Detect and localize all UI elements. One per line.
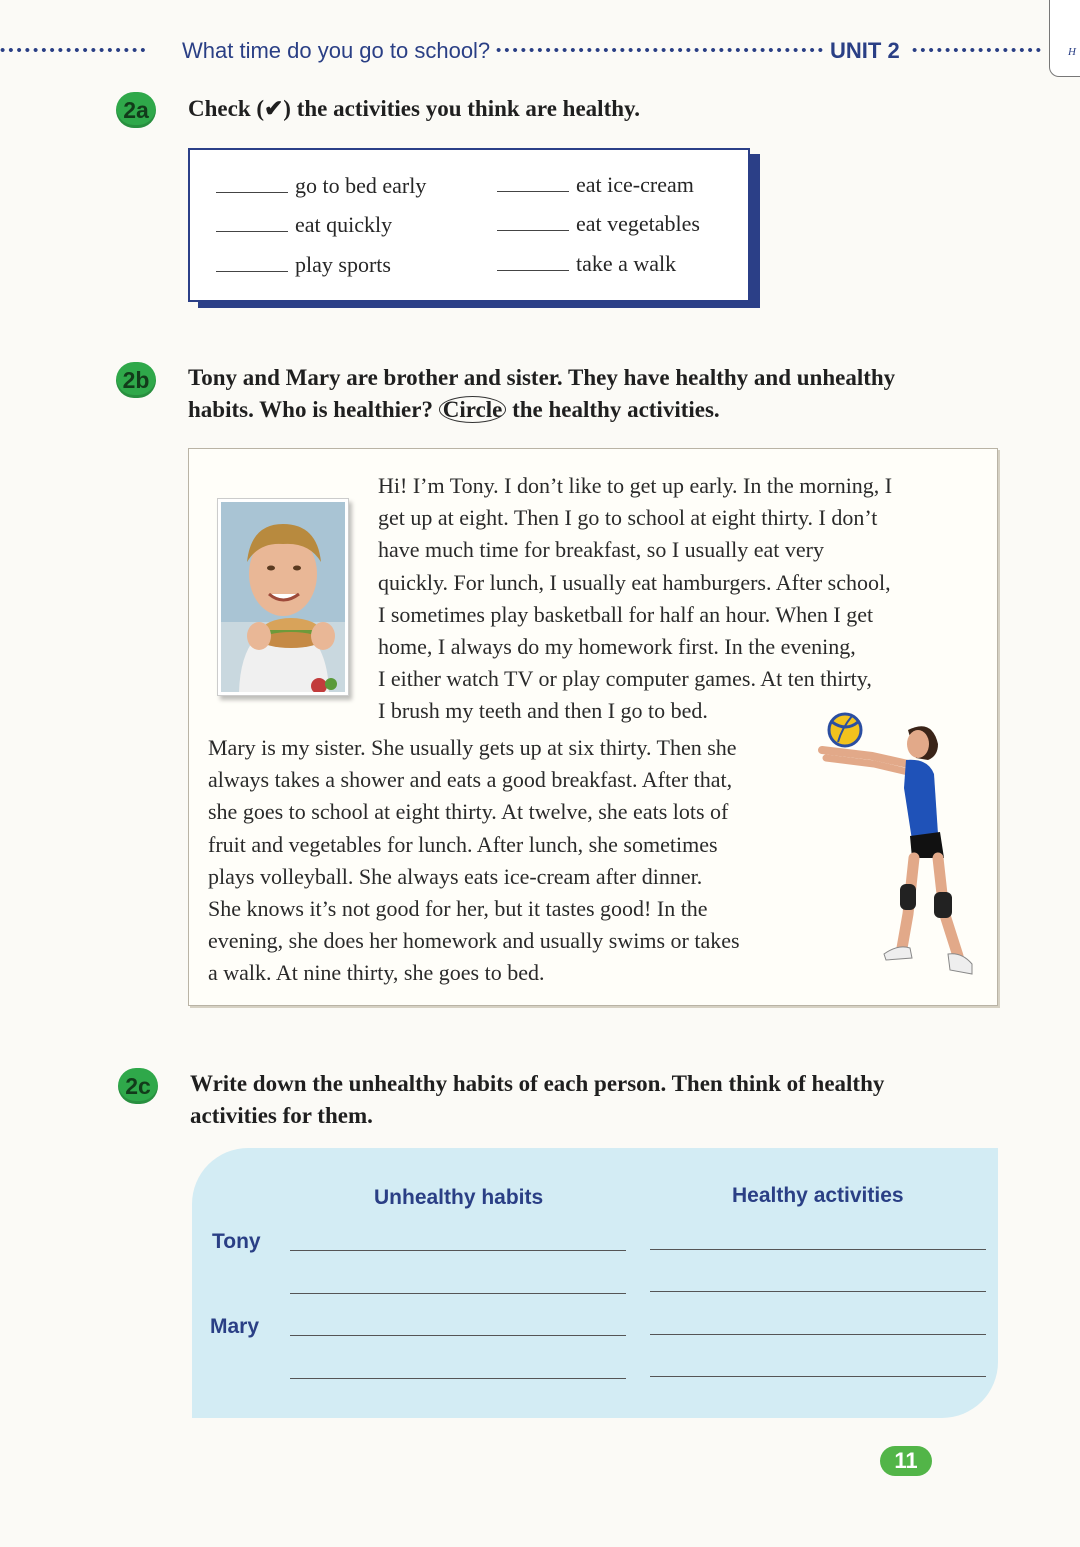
check-blank[interactable] bbox=[497, 212, 569, 231]
text-line: she goes to school at eight thirty. At twelve, she eats lots of bbox=[208, 799, 729, 825]
answer-line-mary-unhealthy-1[interactable] bbox=[290, 1335, 626, 1336]
row-label-tony: Tony bbox=[212, 1230, 261, 1253]
text-line: I brush my teeth and then I go to bed. bbox=[378, 698, 708, 724]
instruction-2c-line1: Write down the unhealthy habits of each person. Then think of healthy bbox=[190, 1071, 885, 1096]
text-line: always takes a shower and eats a good breakfast. After that, bbox=[208, 767, 733, 793]
header-dots-left: •••••••••••••••••• bbox=[0, 42, 149, 59]
check-blank[interactable] bbox=[216, 174, 288, 193]
text-line: I either watch TV or play computer games. At ten thirty, bbox=[378, 666, 872, 692]
item-label: go to bed early bbox=[295, 173, 427, 198]
header-dots-right: •••••••••••••••• bbox=[912, 42, 1045, 59]
text-line: get up at eight. Then I go to school at eight thirty. I don’t bbox=[378, 505, 878, 531]
check-blank[interactable] bbox=[216, 213, 288, 232]
page-number: 11 bbox=[880, 1446, 932, 1476]
tony-photo bbox=[217, 498, 349, 696]
answer-line-mary-healthy-2[interactable] bbox=[650, 1376, 986, 1377]
text-line: She knows it’s not good for her, but it tastes good! In the bbox=[208, 896, 708, 922]
text-line: home, I always do my homework first. In the evening, bbox=[378, 634, 856, 660]
activities-checklist bbox=[188, 148, 750, 302]
text-line: I sometimes play basketball for half an hour. When I get bbox=[378, 601, 874, 627]
answer-line-mary-unhealthy-2[interactable] bbox=[290, 1378, 626, 1379]
text-line: fruit and vegetables for lunch. After lunch, she sometimes bbox=[208, 831, 718, 857]
badge-2b: 2b bbox=[116, 362, 156, 398]
column-header-unhealthy: Unhealthy habits bbox=[374, 1186, 544, 1209]
text-line: quickly. For lunch, I usually eat hamburgers. After school, bbox=[378, 569, 891, 595]
badge-2c: 2c bbox=[118, 1068, 158, 1104]
item-label: eat ice-cream bbox=[576, 172, 694, 197]
item-label: take a walk bbox=[576, 251, 677, 276]
text-line: plays volleyball. She always eats ice-cream after dinner. bbox=[208, 863, 703, 889]
checklist-item[interactable] bbox=[497, 210, 700, 238]
text-line: Hi! I’m Tony. I don’t like to get up early. In the morning, I bbox=[378, 473, 893, 498]
instruction-2b-line1: Tony and Mary are brother and sister. They have healthy and unhealthy bbox=[188, 365, 896, 390]
check-blank[interactable] bbox=[497, 173, 569, 192]
instruction-2c-line2: activities for them. bbox=[190, 1103, 373, 1128]
volleyball-girl-illustration bbox=[812, 708, 980, 982]
instruction-text: habits. Who is healthier? bbox=[188, 397, 439, 422]
answer-line-tony-unhealthy-2[interactable] bbox=[290, 1293, 626, 1294]
text-line: Mary is my sister. She usually gets up at six thirty. Then she bbox=[208, 735, 737, 760]
checklist-item[interactable] bbox=[216, 251, 391, 279]
instruction-2a: Check (✔) the activities you think are healthy. bbox=[188, 96, 641, 121]
mary-paragraph bbox=[208, 732, 740, 990]
instruction-2b-line2 bbox=[188, 394, 720, 426]
checklist-item[interactable] bbox=[497, 250, 676, 278]
badge-2a: 2a bbox=[116, 92, 156, 128]
page-tab bbox=[1049, 0, 1080, 77]
text-line: evening, she does her homework and usually swims or takes bbox=[208, 928, 740, 954]
header-unit: UNIT 2 bbox=[830, 38, 900, 63]
tony-paragraph bbox=[378, 470, 892, 728]
column-header-healthy: Healthy activities bbox=[732, 1184, 904, 1207]
item-label: eat quickly bbox=[295, 212, 393, 237]
header-title: What time do you go to school? bbox=[182, 38, 491, 63]
row-label-mary: Mary bbox=[210, 1315, 260, 1338]
page-tab-letter: H bbox=[1068, 46, 1076, 58]
item-label: play sports bbox=[295, 252, 391, 277]
answer-line-mary-healthy-1[interactable] bbox=[650, 1334, 986, 1335]
text-line: a walk. At nine thirty, she goes to bed. bbox=[208, 960, 545, 986]
header-dots-middle: •••••••••••••••••••••••••••••••••••••••• bbox=[496, 42, 826, 59]
item-label: eat vegetables bbox=[576, 211, 700, 236]
checklist-item[interactable] bbox=[216, 211, 392, 239]
checklist-item[interactable] bbox=[216, 172, 426, 200]
boy-eating-hamburger-illustration bbox=[221, 502, 345, 692]
instruction-text: the healthy activities. bbox=[506, 397, 720, 422]
text-line: have much time for breakfast, so I usually eat very bbox=[378, 537, 824, 563]
answer-line-tony-healthy-1[interactable] bbox=[650, 1249, 986, 1250]
answer-line-tony-healthy-2[interactable] bbox=[650, 1291, 986, 1292]
circled-word: Circle bbox=[439, 396, 507, 423]
running-header bbox=[0, 36, 1060, 66]
answer-line-tony-unhealthy-1[interactable] bbox=[290, 1250, 626, 1251]
check-blank[interactable] bbox=[497, 252, 569, 271]
checklist-item[interactable] bbox=[497, 171, 694, 199]
check-blank[interactable] bbox=[216, 253, 288, 272]
